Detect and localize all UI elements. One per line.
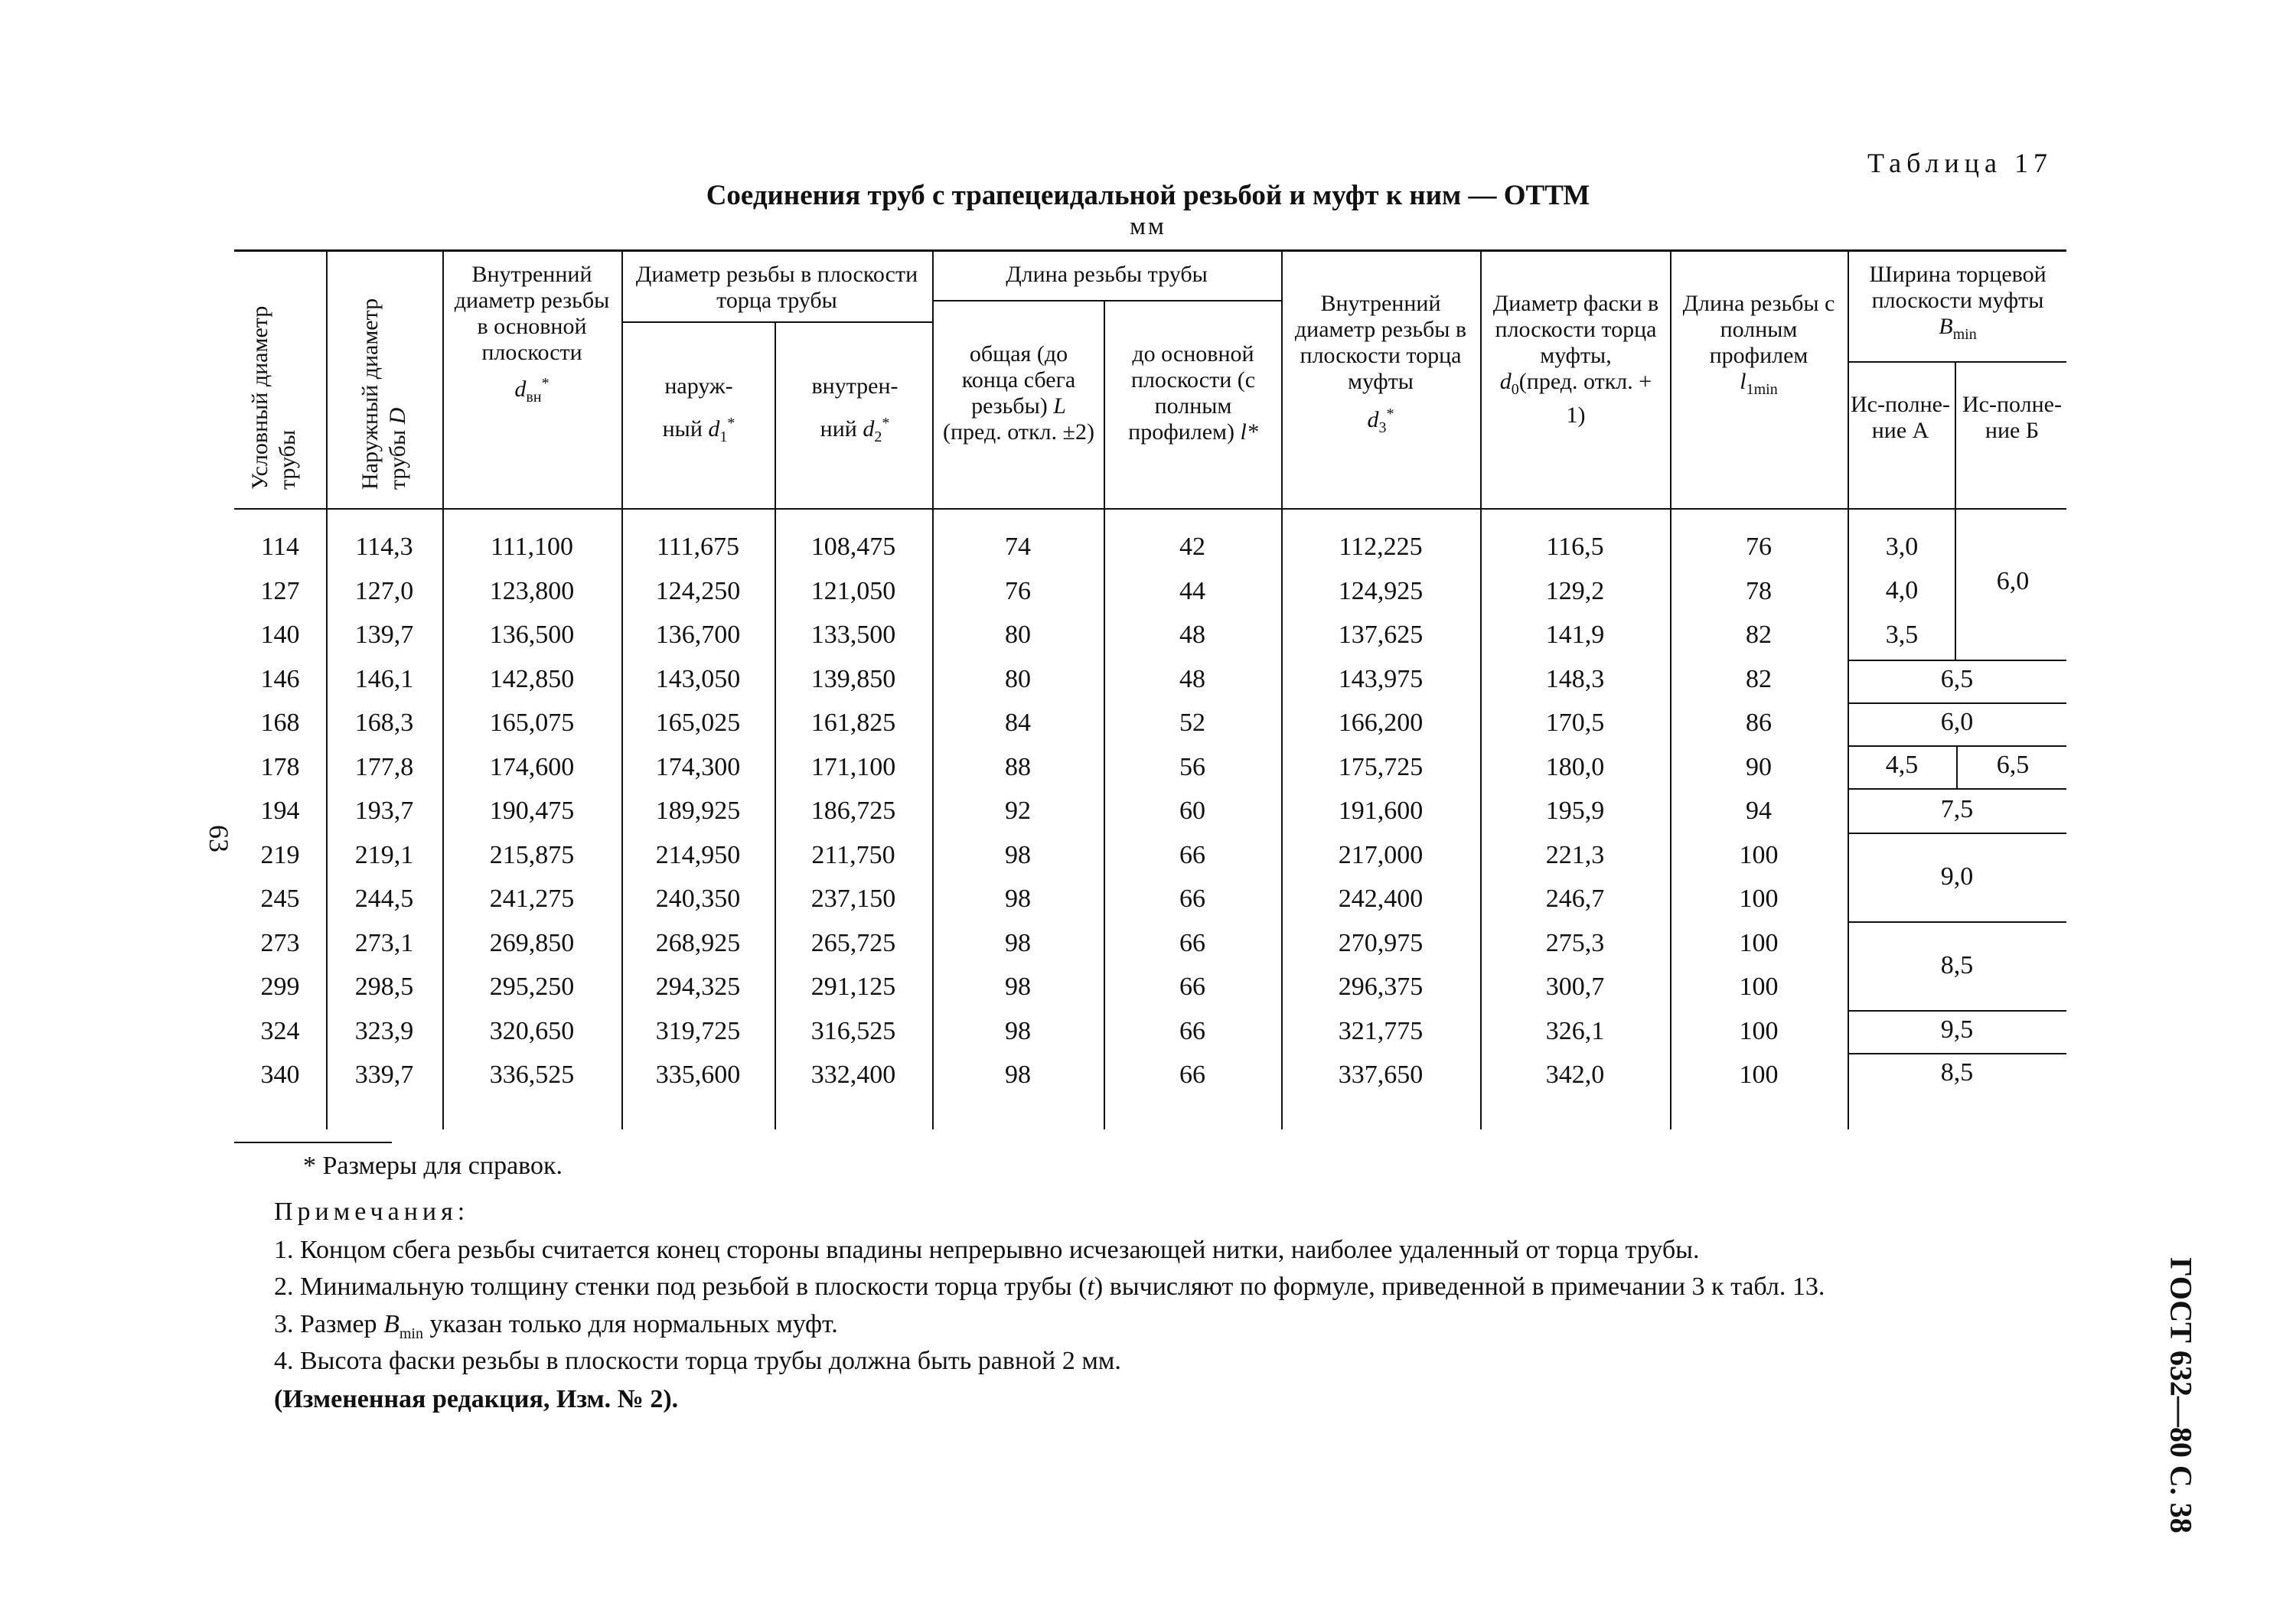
table-cell: 245 (260, 885, 300, 913)
header-outer-diameter: Наружный диаметр трубы D (357, 298, 410, 490)
bmin-340: 8,5 (1940, 1058, 1974, 1087)
table-cell: 319,725 (655, 1017, 741, 1045)
table-cell: 275,3 (1545, 929, 1605, 957)
table-cell: 82 (1746, 621, 1772, 649)
table-cell: 194 (260, 797, 300, 825)
table-cell: 161,825 (810, 709, 896, 737)
bmin-b-114-140: 6,0 (1996, 567, 2030, 595)
header-face-width: Ширина торцевой плоскости муфты $B_{min}$ (1869, 262, 2047, 343)
table-cell: 136,700 (655, 621, 741, 649)
table-cell: 139,7 (354, 621, 414, 649)
header-thread-outer: наруж- ный $d_1^*$ (662, 373, 735, 445)
table-cell: 174,300 (655, 753, 741, 781)
table-cell: 321,775 (1338, 1017, 1424, 1045)
table-cell: 219 (260, 841, 300, 869)
table-cell: 98 (1005, 1017, 1031, 1045)
table-cell: 165,075 (489, 709, 575, 737)
table-cell: 82 (1746, 665, 1772, 693)
table-cell: 215,875 (489, 841, 575, 869)
table-cell: 66 (1179, 973, 1205, 1001)
table-cell: 214,950 (655, 841, 741, 869)
table-cell: 300,7 (1545, 973, 1605, 1001)
table-cell: 221,3 (1545, 841, 1605, 869)
bmin-324: 9,5 (1940, 1015, 1974, 1044)
table-cell: 168 (260, 709, 300, 737)
table-title: Соединения труб с трапецеидальной резьбой и муфт к ним — ОТТМ (706, 180, 1590, 211)
table-cell: 170,5 (1545, 709, 1605, 737)
table-cell: 76 (1746, 533, 1772, 561)
header-nominal-diameter: Условный диаметр трубы (247, 305, 300, 490)
table-cell: 195,9 (1545, 797, 1605, 825)
table-cell: 178 (260, 753, 300, 781)
bmin-146: 6,5 (1940, 665, 1974, 693)
header-thread-diameter-group: Диаметр резьбы в плоскости торца трубы (635, 262, 918, 313)
bmin-273-299: 8,5 (1940, 951, 1974, 979)
table-cell: 166,200 (1338, 709, 1424, 737)
notes-heading: Примечания: (274, 1198, 470, 1226)
table-cell: 133,500 (810, 621, 896, 649)
table-cell: 193,7 (354, 797, 414, 825)
table-units: мм (1130, 213, 1166, 240)
table-cell: 100 (1739, 885, 1779, 913)
header-coupling-inner: Внутренний диаметр резьбы в плоскости торца муфты $d_3^*$ (1294, 291, 1467, 436)
table-cell: 335,600 (655, 1061, 741, 1089)
header-version-a: Ис-полне-ние А (1851, 392, 1950, 443)
table-cell: 180,0 (1545, 753, 1605, 781)
table-cell: 44 (1179, 577, 1205, 605)
bmin-168: 6,0 (1940, 708, 1974, 736)
bmin-rule-1 (1848, 660, 2066, 661)
table-cell: 324 (260, 1017, 300, 1045)
table-cell: 84 (1005, 709, 1031, 737)
header-full-profile: Длина резьбы с полным профилем $l_{1min}$ (1682, 291, 1835, 398)
table-cell: 60 (1179, 797, 1205, 825)
table-label: Таблица 17 (1867, 148, 2053, 178)
table-cell: 66 (1179, 929, 1205, 957)
table-cell: 100 (1739, 929, 1779, 957)
table-cell: 299 (260, 973, 300, 1001)
footnote-rule (234, 1142, 392, 1143)
table-cell: 86 (1746, 709, 1772, 737)
table-cell: 148,3 (1545, 665, 1605, 693)
page-number: 63 (204, 825, 234, 852)
table-cell: 323,9 (354, 1017, 414, 1045)
table-cell: 190,475 (489, 797, 575, 825)
header-inner-thread-main: Внутренний диаметр резьбы в основной плоскости $d_{вн}^*$ (454, 262, 610, 406)
table-cell: 296,375 (1338, 973, 1424, 1001)
table-cell: 48 (1179, 621, 1205, 649)
table-cell: 175,725 (1338, 753, 1424, 781)
bmin-rule-5 (1848, 833, 2066, 834)
table-cell: 137,625 (1338, 621, 1424, 649)
table-cell: 100 (1739, 1017, 1779, 1045)
bmin-rule-7 (1848, 1010, 2066, 1012)
table-cell: 219,1 (354, 841, 414, 869)
table-cell: 127 (260, 577, 300, 605)
gost-label: ГОСТ 632—80 С. 38 (2164, 1257, 2199, 1533)
table-cell: 273 (260, 929, 300, 957)
table-cell: 76 (1005, 577, 1031, 605)
table-cell: 168,3 (354, 709, 414, 737)
table-cell: 90 (1746, 753, 1772, 781)
table-cell: 98 (1005, 841, 1031, 869)
table-cell: 268,925 (655, 929, 741, 957)
bmin-a-114: 3,0 (1885, 533, 1919, 561)
table-cell: 108,475 (810, 533, 896, 561)
note-1: 1. Концом сбега резьбы считается конец стороны впадины непрерывно исчезающей нитки, наиболее удаленный от торца трубы. (274, 1236, 1700, 1264)
table-cell: 100 (1739, 841, 1779, 869)
note-4: 4. Высота фаски резьбы в плоскости торца трубы должна быть равной 2 мм. (274, 1347, 1121, 1375)
table-cell: 242,400 (1338, 885, 1424, 913)
table-cell: 143,975 (1338, 665, 1424, 693)
header-rule-thread-len (932, 300, 1281, 301)
table-cell: 217,000 (1338, 841, 1424, 869)
table-cell: 127,0 (354, 577, 414, 605)
table-cell: 143,050 (655, 665, 741, 693)
table-cell: 111,100 (491, 533, 573, 561)
table-cell: 171,100 (810, 753, 896, 781)
header-version-b: Ис-полне-ние Б (1962, 392, 2062, 443)
bmin-b-178: 6,5 (1996, 751, 2030, 779)
bmin-rule-2 (1848, 702, 2066, 704)
bmin-219-245: 9,0 (1940, 862, 1974, 891)
table-cell: 165,025 (655, 709, 741, 737)
table-cell: 66 (1179, 841, 1205, 869)
table-cell: 98 (1005, 929, 1031, 957)
table-cell: 129,2 (1545, 577, 1605, 605)
table-cell: 269,850 (489, 929, 575, 957)
col-rule-ab-178 (1956, 745, 1958, 788)
table-cell: 111,675 (657, 533, 739, 561)
table-cell: 142,850 (489, 665, 575, 693)
table-cell: 244,5 (354, 885, 414, 913)
table-top-rule (234, 249, 2066, 252)
table-cell: 241,275 (489, 885, 575, 913)
table-cell: 123,800 (489, 577, 575, 605)
table-cell: 332,400 (810, 1061, 896, 1089)
table-cell: 291,125 (810, 973, 896, 1001)
table-cell: 98 (1005, 1061, 1031, 1089)
bmin-a-140: 3,5 (1885, 621, 1919, 649)
table-cell: 78 (1746, 577, 1772, 605)
table-cell: 42 (1179, 533, 1205, 561)
table-cell: 265,725 (810, 929, 896, 957)
table-cell: 240,350 (655, 885, 741, 913)
table-cell: 141,9 (1545, 621, 1605, 649)
note-3: 3. Размер $B_{min}$ указан только для нормальных муфт. (274, 1310, 838, 1342)
table-cell: 66 (1179, 1017, 1205, 1045)
table-cell: 74 (1005, 533, 1031, 561)
table-cell: 320,650 (489, 1017, 575, 1045)
bmin-194: 7,5 (1940, 795, 1974, 823)
table-cell: 80 (1005, 665, 1031, 693)
table-cell: 174,600 (489, 753, 575, 781)
table-cell: 48 (1179, 665, 1205, 693)
table-cell: 114,3 (355, 533, 413, 561)
table-cell: 339,7 (354, 1061, 414, 1089)
table-cell: 273,1 (354, 929, 414, 957)
table-cell: 189,925 (655, 797, 741, 825)
table-cell: 298,5 (354, 973, 414, 1001)
table-cell: 100 (1739, 973, 1779, 1001)
footnote: * Размеры для справок. (303, 1152, 563, 1180)
table-cell: 139,850 (810, 665, 896, 693)
header-chamfer: Диаметр фаски в плоскости торца муфты, $d_0(пред$. откл. + 1) (1492, 291, 1659, 428)
table-cell: 98 (1005, 973, 1031, 1001)
table-cell: 146,1 (354, 665, 414, 693)
col-rule-ab-top (1955, 361, 1956, 660)
table-cell: 316,525 (810, 1017, 896, 1045)
bmin-rule-6 (1848, 921, 2066, 923)
table-cell: 124,250 (655, 577, 741, 605)
bmin-a-127: 4,0 (1885, 576, 1919, 605)
table-cell: 92 (1005, 797, 1031, 825)
table-cell: 326,1 (1545, 1017, 1605, 1045)
note-2: 2. Минимальную толщину стенки под резьбой в плоскости торца трубы (t) вычисляют по формуле, приведенной в примечании 3 к табл. 13. (274, 1273, 1825, 1301)
table-cell: 237,150 (810, 885, 896, 913)
table-cell: 177,8 (354, 753, 414, 781)
table-cell: 295,250 (489, 973, 575, 1001)
table-cell: 146 (260, 665, 300, 693)
table-cell: 336,525 (489, 1061, 575, 1089)
table-cell: 191,600 (1338, 797, 1424, 825)
table-cell: 116,5 (1546, 533, 1604, 561)
header-base-length: до основной плоскости (с полным профилем) l* (1128, 341, 1258, 445)
table-cell: 246,7 (1545, 885, 1605, 913)
table-cell: 140 (260, 621, 300, 649)
header-rule-thread-diam (621, 321, 932, 323)
table-cell: 337,650 (1338, 1061, 1424, 1089)
table-cell: 56 (1179, 753, 1205, 781)
bmin-a-178: 4,5 (1885, 751, 1919, 779)
table-cell: 66 (1179, 885, 1205, 913)
header-total-length: общая (до конца сбега резьбы) L (пред. откл. ±2) (943, 341, 1094, 445)
table-cell: 94 (1746, 797, 1772, 825)
table-cell: 294,325 (655, 973, 741, 1001)
table-cell: 52 (1179, 709, 1205, 737)
header-thread-inner: внутрен- ний $d_2^*$ (811, 373, 899, 445)
table-cell: 270,975 (1338, 929, 1424, 957)
header-rule-face-width (1848, 361, 2066, 363)
table-cell: 98 (1005, 885, 1031, 913)
table-cell: 186,725 (810, 797, 896, 825)
table-cell: 211,750 (811, 841, 895, 869)
table-cell: 100 (1739, 1061, 1779, 1089)
table-cell: 114 (261, 533, 299, 561)
table-cell: 66 (1179, 1061, 1205, 1089)
bmin-rule-8 (1848, 1053, 2066, 1054)
table-cell: 121,050 (810, 577, 896, 605)
revision-note: (Измененная редакция, Изм. № 2). (274, 1385, 679, 1413)
table-cell: 80 (1005, 621, 1031, 649)
table-cell: 342,0 (1545, 1061, 1605, 1089)
bmin-rule-4 (1848, 788, 2066, 790)
table-cell: 112,225 (1339, 533, 1423, 561)
header-thread-length-group: Длина резьбы трубы (1006, 262, 1208, 287)
table-cell: 340 (260, 1061, 300, 1089)
table-cell: 88 (1005, 753, 1031, 781)
table-cell: 136,500 (489, 621, 575, 649)
table-cell: 124,925 (1338, 577, 1424, 605)
header-bottom-rule (234, 508, 2066, 510)
